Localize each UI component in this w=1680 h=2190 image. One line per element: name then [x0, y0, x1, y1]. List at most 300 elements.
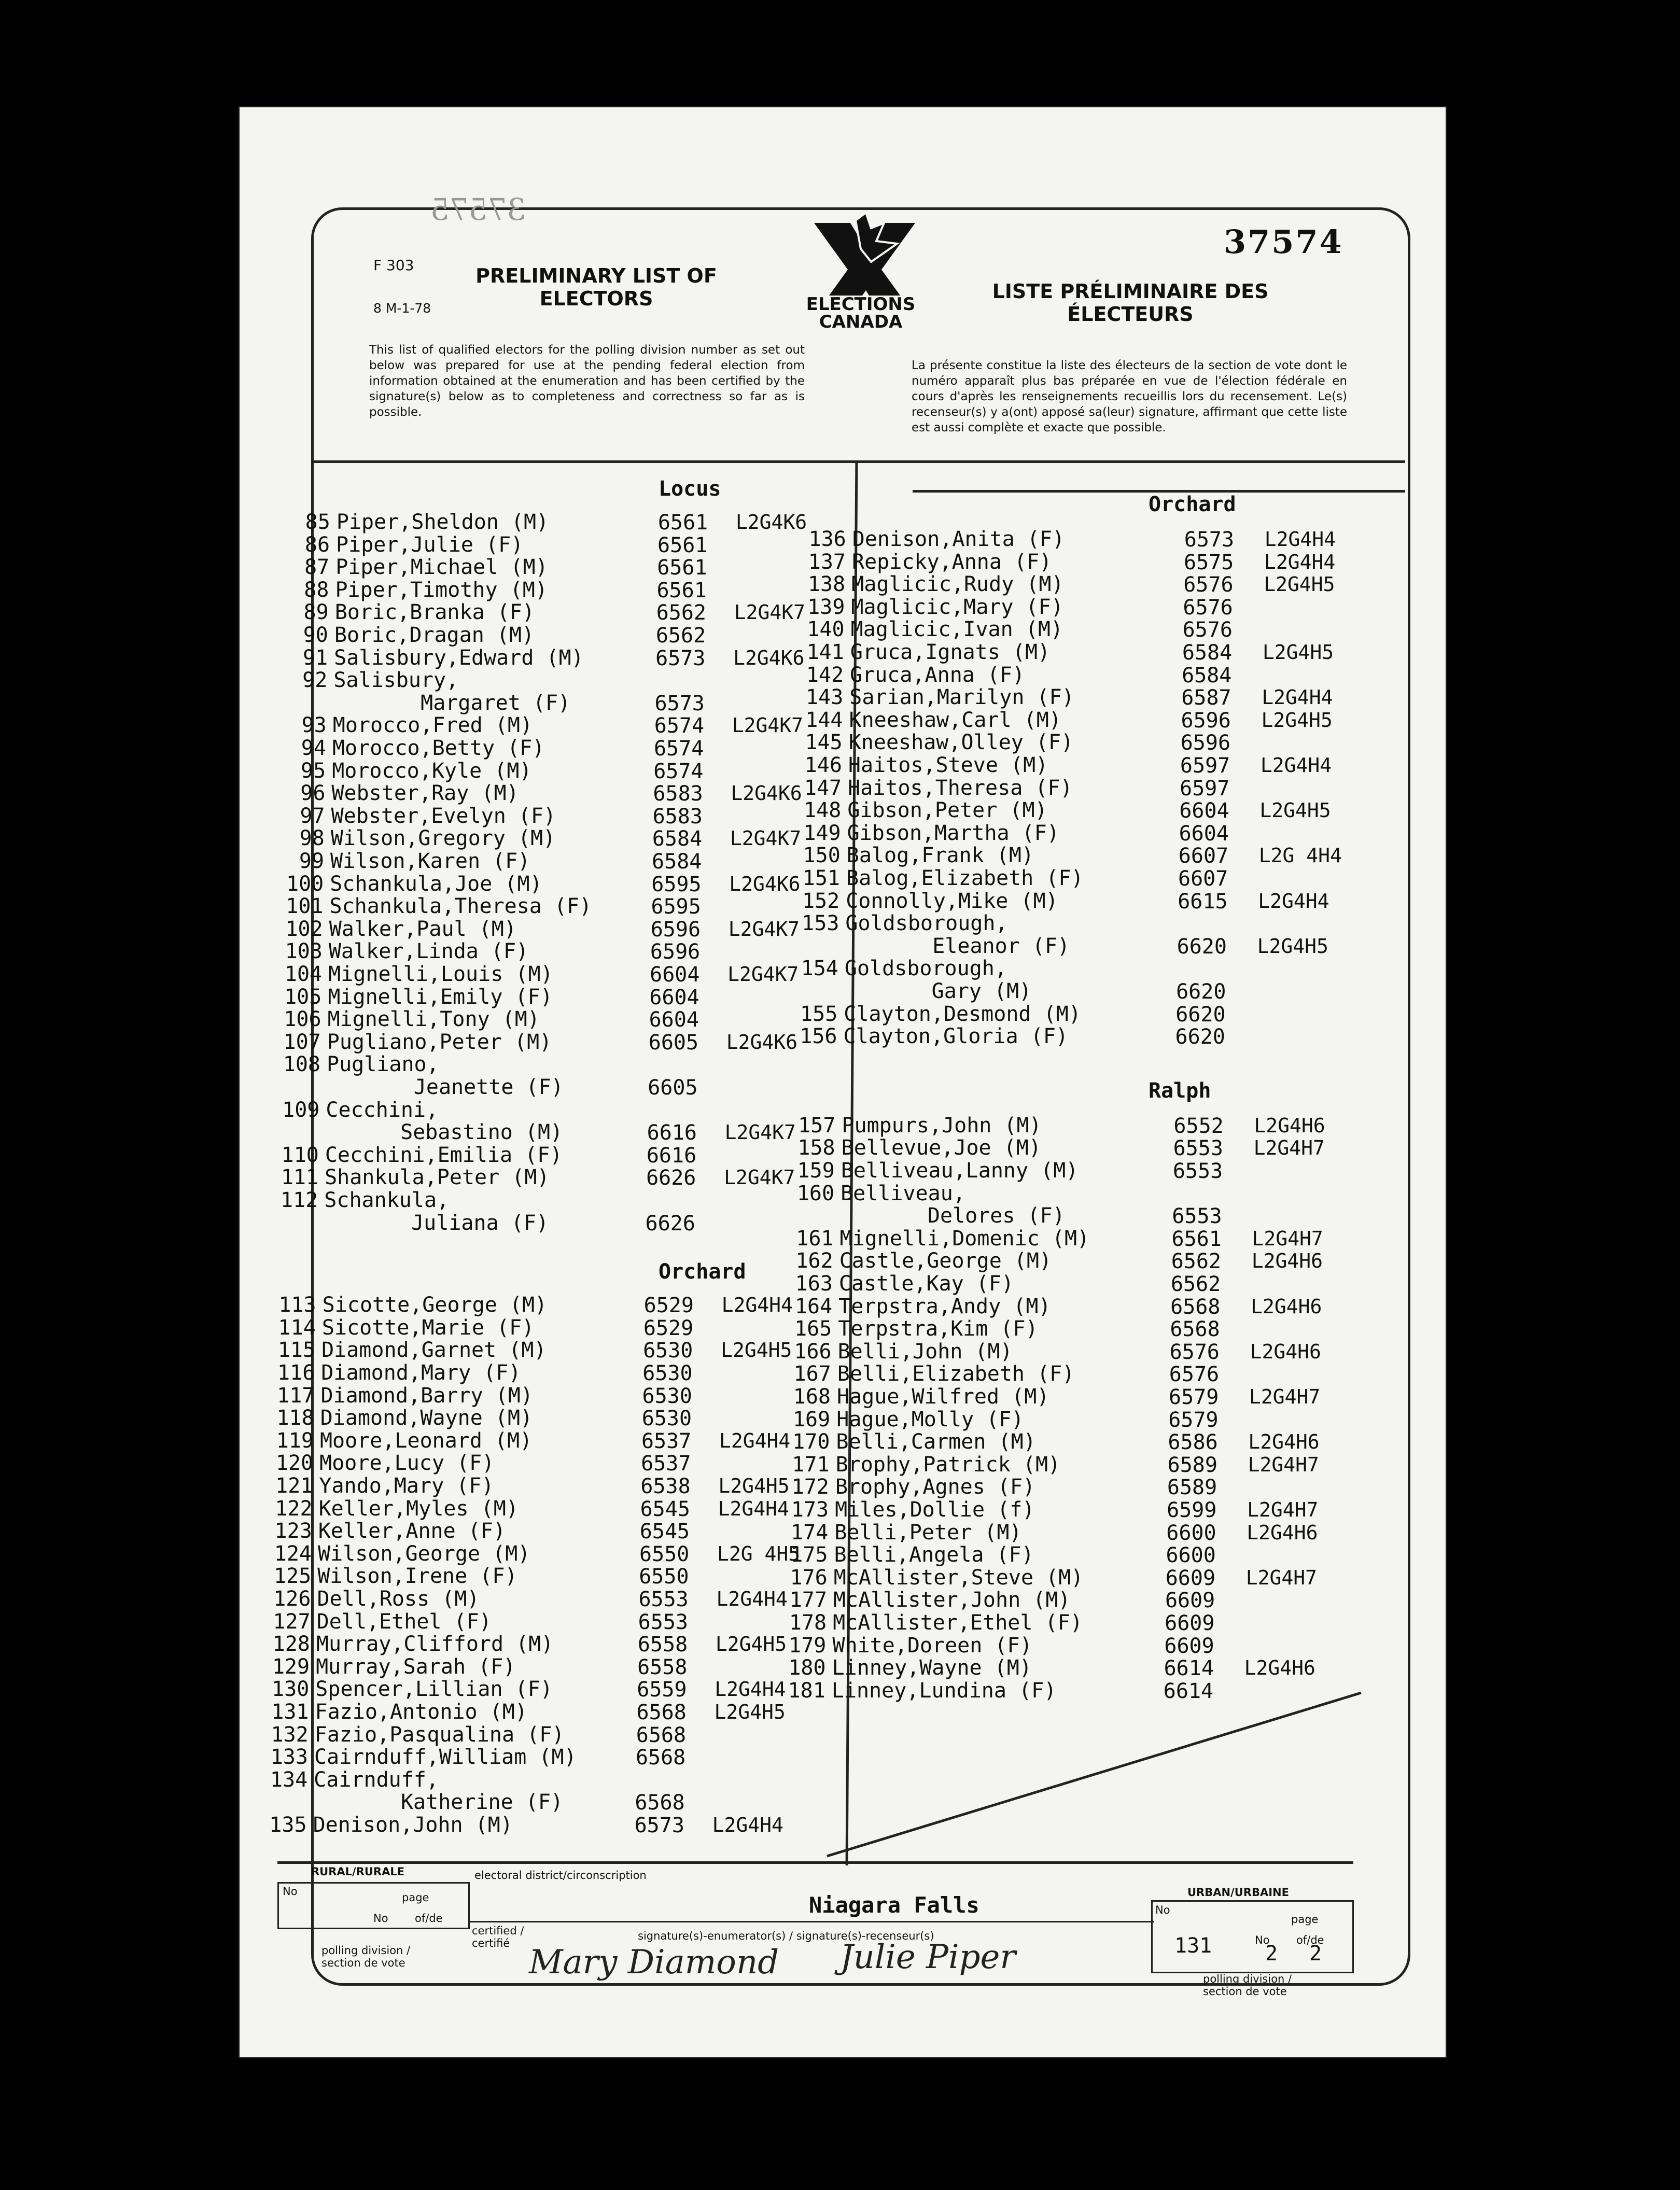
elector-address-number: 6579 — [1169, 1385, 1219, 1409]
elector-number: 108 — [283, 1052, 320, 1077]
elector-number: 164 — [794, 1294, 833, 1318]
elector-address-number: 6550 — [639, 1542, 690, 1566]
elector-address-number: 6568 — [1170, 1317, 1220, 1342]
elector-name: Moore,Leonard (M) — [319, 1428, 533, 1453]
elector-address-number: 6583 — [653, 782, 703, 806]
elector-name: Piper,Julie (F) — [336, 532, 524, 557]
elector-row — [802, 709, 1061, 732]
elector-row — [787, 1589, 1071, 1611]
elector-postal-code: L2G4H4 — [1264, 528, 1336, 551]
elector-number: 175 — [790, 1543, 828, 1567]
elector-number: 159 — [797, 1159, 835, 1183]
elector-number: 127 — [273, 1609, 311, 1634]
elector-address-number: 6575 — [1183, 550, 1234, 574]
urban-polling-number: 131 — [1174, 1934, 1212, 1958]
elector-name: Castle,George (M) — [839, 1249, 1052, 1273]
elector-row — [286, 737, 544, 760]
elector-address-number: 6537 — [641, 1452, 691, 1476]
elector-address-number: 6568 — [635, 1791, 685, 1815]
elector-name: Mignelli,Emily (F) — [328, 985, 553, 1009]
elector-row — [273, 1452, 494, 1475]
elector-row — [790, 1408, 1024, 1431]
elector-number: 160 — [796, 1181, 835, 1205]
elector-row — [283, 873, 542, 895]
elector-number: 167 — [793, 1362, 831, 1386]
street-heading: Ralph — [1149, 1078, 1211, 1103]
elector-address-number: 6574 — [653, 737, 704, 761]
elector-number: 146 — [804, 753, 842, 777]
elector-name: Gibson,Martha (F) — [847, 821, 1059, 845]
elector-postal-code: L2G4K6 — [733, 646, 805, 669]
elector-address-number: 6614 — [1163, 1679, 1214, 1703]
elector-number: 122 — [275, 1496, 313, 1521]
elector-number: 148 — [804, 798, 842, 823]
elector-row — [281, 1008, 540, 1031]
elector-number: 116 — [277, 1361, 315, 1385]
elector-row — [270, 1610, 492, 1633]
elector-number: 158 — [797, 1136, 835, 1160]
elector-address-number: 6604 — [1179, 821, 1229, 846]
elector-name: Balog,Frank (M) — [846, 844, 1034, 868]
elector-name: Spencer,Lillian (F) — [315, 1677, 553, 1702]
elector-row — [282, 963, 553, 986]
elector-number: 119 — [276, 1428, 314, 1453]
elector-row — [277, 1212, 549, 1234]
elector-address-number: 6553 — [638, 1588, 689, 1611]
elector-name: Murray,Sarah (F) — [316, 1654, 516, 1679]
elector-address-number: 6616 — [646, 1143, 697, 1168]
elector-number: 145 — [805, 731, 843, 755]
elector-name: Haitos,Steve (M) — [848, 753, 1048, 777]
elector-number: 92 — [302, 668, 328, 693]
elector-name: McAllister,Ethel (F) — [833, 1611, 1083, 1635]
elector-row — [289, 556, 548, 579]
elector-name: Schankula,Theresa (F) — [329, 894, 592, 919]
elector-postal-code: L2G4H6 — [1250, 1340, 1321, 1363]
elector-address-number: 6607 — [1178, 844, 1229, 868]
elector-name: Cairnduff,William (M) — [314, 1745, 577, 1770]
urban-label: URBAN/URBAINE — [1187, 1886, 1289, 1899]
footer-top-line — [277, 1861, 1353, 1864]
elector-postal-code: L2G4H5 — [718, 1475, 790, 1497]
elector-number: 154 — [801, 957, 838, 981]
elector-address-number: 6599 — [1167, 1498, 1217, 1522]
elector-postal-code: L2G4H7 — [1245, 1566, 1317, 1589]
elector-number: 131 — [271, 1700, 309, 1724]
elector-postal-code: L2G4H5 — [1264, 573, 1335, 596]
elector-number: 150 — [803, 844, 841, 868]
serial-number: 37574 — [1224, 223, 1343, 261]
elector-name: Brophy,Agnes (F) — [835, 1475, 1035, 1499]
elector-address-number: 6620 — [1176, 980, 1226, 1004]
elector-number: 163 — [795, 1272, 833, 1296]
elector-name: Delores (F) — [840, 1204, 1065, 1228]
elector-row — [786, 1634, 1032, 1657]
elector-row — [283, 895, 592, 918]
elector-row — [288, 579, 547, 601]
elector-name: Kneeshaw,Carl (M) — [849, 708, 1061, 732]
elector-name: Webster,Ray (M) — [331, 781, 519, 806]
elector-address-number: 6562 — [1170, 1272, 1221, 1296]
elector-row — [276, 1294, 547, 1316]
elector-number: 111 — [281, 1166, 319, 1190]
elector-postal-code: L2G4H5 — [721, 1339, 792, 1362]
elector-postal-code: L2G4H4 — [719, 1429, 791, 1452]
elector-postal-code: L2G4H7 — [1252, 1227, 1323, 1250]
elector-address-number: 6609 — [1165, 1566, 1216, 1590]
elector-address-number: 6596 — [1181, 708, 1231, 733]
urban-page-no-label: No — [1255, 1934, 1270, 1946]
elector-row — [799, 935, 1070, 958]
rural-page-no-label: No — [373, 1912, 388, 1925]
elector-number: 99 — [299, 849, 325, 873]
elector-address-number: 6576 — [1169, 1363, 1220, 1387]
elector-address-number: 6596 — [1180, 731, 1231, 755]
elector-name: Maglicic,Rudy (M) — [851, 572, 1064, 597]
elector-address-number: 6576 — [1183, 573, 1234, 597]
elector-number: 90 — [303, 623, 328, 647]
elector-number: 176 — [790, 1565, 828, 1590]
elector-address-number: 6545 — [639, 1520, 690, 1544]
elector-row — [287, 692, 571, 714]
elector-name: Maglicic,Mary (F) — [851, 595, 1063, 619]
elector-number: 181 — [788, 1678, 825, 1703]
elector-address-number: 6596 — [650, 940, 701, 964]
elector-address-number: 6587 — [1181, 686, 1231, 710]
elector-number: 89 — [303, 600, 329, 625]
elector-number: 105 — [284, 985, 322, 1009]
elector-row — [800, 867, 1084, 890]
rural-page-label: page — [402, 1891, 429, 1904]
elector-name: Cecchini,Emilia (F) — [325, 1143, 563, 1167]
elector-address-number: 6595 — [651, 895, 701, 919]
elector-row — [285, 805, 556, 827]
elector-number: 117 — [277, 1383, 315, 1408]
elector-name: Belliveau, — [841, 1181, 965, 1205]
elector-address-number: 6573 — [634, 1814, 684, 1837]
elector-postal-code: L2G4K7 — [730, 827, 802, 850]
elector-address-number: 6550 — [639, 1565, 689, 1589]
elector-address-number: 6561 — [1171, 1227, 1222, 1251]
elector-postal-code: L2G4K7 — [724, 1166, 795, 1189]
elector-postal-code: L2G4K7 — [734, 601, 805, 624]
elector-address-number: 6609 — [1165, 1589, 1215, 1613]
serial-ghost: 37575 — [430, 192, 526, 227]
elector-address-number: 6559 — [637, 1678, 687, 1702]
elector-number: 106 — [284, 1007, 321, 1032]
elector-row — [797, 1025, 1068, 1048]
elector-number: 114 — [278, 1315, 316, 1340]
elector-name: Denison,John (M) — [313, 1813, 513, 1837]
elector-address-number: 6561 — [657, 533, 708, 557]
elector-address-number: 6605 — [648, 1076, 698, 1100]
elector-name: McAllister,Steve (M) — [833, 1565, 1084, 1590]
elector-name: Kneeshaw,Olley (F) — [848, 731, 1074, 755]
elector-row — [795, 1114, 1041, 1137]
elector-address-number: 6584 — [1182, 663, 1232, 687]
elector-address-number: 6584 — [652, 850, 702, 874]
elector-row — [792, 1272, 1014, 1295]
elector-name: Diamond,Barry (M) — [320, 1383, 533, 1408]
elector-row — [792, 1295, 1051, 1318]
elector-postal-code: L2G4K7 — [727, 963, 799, 986]
elector-name: McAllister,John (M) — [833, 1588, 1071, 1612]
elector-row — [274, 1384, 533, 1407]
urban-page-number: 2 — [1265, 1942, 1278, 1966]
elector-row — [798, 957, 1007, 980]
signature-enumerator-2: Julie Piper — [840, 1938, 1016, 1976]
elector-row — [803, 686, 1074, 709]
elector-row — [271, 1565, 517, 1588]
elector-name: Belli,Carmen (M) — [836, 1430, 1036, 1454]
elector-address-number: 6562 — [656, 601, 707, 625]
elector-row — [285, 782, 519, 805]
elector-address-number: 6589 — [1167, 1476, 1217, 1500]
elector-address-number: 6589 — [1167, 1453, 1217, 1477]
elector-row — [789, 1453, 1060, 1476]
elector-number: 157 — [798, 1113, 836, 1138]
elector-postal-code: L2G4H5 — [1257, 934, 1328, 958]
elector-row — [788, 1521, 1021, 1544]
elector-address-number: 6568 — [636, 1723, 687, 1747]
elector-number: 93 — [301, 713, 327, 738]
elector-address-number: 6562 — [655, 624, 706, 648]
elector-row — [278, 1166, 549, 1189]
elector-name: Wilson,George (M) — [318, 1541, 530, 1566]
elector-name: Pugliano, — [326, 1052, 439, 1077]
elector-row — [272, 1475, 494, 1497]
elector-postal-code: L2G4K6 — [735, 511, 807, 534]
elector-postal-code: L2G4H4 — [1258, 889, 1329, 912]
form-number: F 303 — [373, 257, 414, 274]
elector-row — [267, 1791, 563, 1814]
elector-number: 144 — [805, 708, 843, 732]
elector-number: 128 — [272, 1632, 310, 1656]
elector-name: Morocco,Kyle (M) — [332, 759, 532, 783]
elector-number: 143 — [806, 685, 844, 710]
street-heading: Orchard — [1149, 493, 1236, 516]
elector-number: 153 — [802, 911, 839, 936]
elector-number: 137 — [808, 550, 846, 574]
elector-row — [271, 1542, 530, 1565]
elector-address-number: 6597 — [1180, 754, 1230, 778]
elector-number: 113 — [278, 1293, 316, 1317]
elector-address-number: 6568 — [635, 1746, 686, 1770]
elector-row — [786, 1656, 1032, 1679]
elector-address-number: 6537 — [641, 1429, 692, 1453]
closing-line — [822, 1685, 1366, 1861]
elector-number: 156 — [800, 1024, 837, 1049]
elector-row — [799, 890, 1058, 912]
urban-total-pages: 2 — [1309, 1942, 1322, 1966]
elector-row — [804, 618, 1063, 641]
elector-address-number: 6558 — [637, 1655, 688, 1679]
elector-name: Miles,Dollie (f) — [835, 1498, 1035, 1522]
elector-address-number: 6616 — [647, 1121, 697, 1145]
elector-name: Terpstra,Kim (F) — [838, 1317, 1038, 1341]
elector-row — [269, 1655, 515, 1678]
elector-name: Goldsborough, — [845, 911, 1008, 936]
elector-row — [268, 1723, 565, 1746]
elector-number: 94 — [301, 736, 326, 760]
elector-row — [804, 596, 1063, 619]
elector-address-number: 6604 — [649, 985, 699, 1009]
elector-name: Haitos,Theresa (F) — [848, 776, 1073, 800]
elector-row — [290, 511, 549, 534]
elector-number: 173 — [791, 1498, 829, 1522]
elector-name: Salisbury,Edward (M) — [334, 645, 584, 670]
elector-address-number: 6561 — [657, 556, 707, 580]
elector-number: 123 — [274, 1519, 312, 1543]
elector-row — [279, 1099, 438, 1121]
elector-address-number: 6620 — [1177, 934, 1227, 959]
elector-postal-code: L2G4H4 — [715, 1678, 786, 1701]
elector-number: 172 — [791, 1475, 829, 1499]
elector-postal-code: L2G4H4 — [1262, 686, 1333, 709]
description-english: This list of qualified electors for the polling division number as set out below was prepared for use at the pending federal election from information obtained at the enumeration and has been certified by the signature(s) below as to completeness and correctness so far as is possible. — [369, 343, 805, 419]
elector-address-number: 6529 — [643, 1294, 694, 1318]
elector-address-number: 6620 — [1175, 1002, 1226, 1027]
elector-number: 134 — [270, 1767, 308, 1792]
elector-row — [793, 1204, 1065, 1227]
elector-name: Diamond,Mary (F) — [321, 1361, 521, 1385]
elector-row — [279, 1076, 564, 1099]
elector-address-number: 6561 — [656, 578, 707, 602]
elector-address-number: 6530 — [642, 1361, 693, 1385]
elector-postal-code: L2G4H6 — [1248, 1430, 1320, 1454]
elector-address-number: 6626 — [646, 1166, 696, 1190]
elector-row — [268, 1746, 577, 1768]
elector-name: Mignelli,Domenic (M) — [839, 1226, 1090, 1251]
elector-name: Wilson,Gregory (M) — [330, 826, 556, 851]
elector-name: Dell,Ethel (F) — [316, 1609, 492, 1634]
elector-address-number: 6530 — [641, 1407, 692, 1431]
urban-page-label: page — [1291, 1913, 1319, 1926]
elector-address-number: 6576 — [1183, 595, 1233, 620]
elector-address-number: 6604 — [649, 1008, 699, 1032]
elector-postal-code: L2G4H5 — [715, 1633, 787, 1656]
elector-number: 147 — [804, 776, 842, 800]
elector-number: 100 — [286, 872, 324, 896]
certified-label: certified / certifié — [472, 1925, 524, 1949]
elector-postal-code: L2G4H6 — [1251, 1250, 1323, 1273]
elector-address-number: 6576 — [1169, 1340, 1220, 1364]
elector-row — [283, 918, 516, 940]
elector-name: Sarian,Marilyn (F) — [849, 685, 1074, 710]
urban-of-label: of/de — [1296, 1934, 1324, 1946]
elector-name: Boric,Dragan (M) — [334, 623, 535, 647]
elector-address-number: 6538 — [640, 1475, 691, 1498]
elector-row — [275, 1316, 534, 1339]
elector-row — [787, 1566, 1084, 1589]
district-underline — [469, 1921, 1154, 1922]
elector-number: 139 — [807, 595, 845, 619]
elector-row — [274, 1407, 533, 1429]
elector-name: Maglicic,Ivan (M) — [850, 617, 1063, 642]
elector-row — [793, 1227, 1089, 1250]
elector-postal-code: L2G4H7 — [1247, 1498, 1319, 1521]
elector-name: Belli,John (M) — [837, 1339, 1013, 1364]
elector-row — [801, 822, 1059, 845]
elector-address-number: 6584 — [1182, 641, 1233, 665]
elector-number: 133 — [270, 1745, 308, 1770]
elector-postal-code: L2G4H6 — [1244, 1656, 1315, 1680]
elector-row — [793, 1250, 1052, 1272]
elector-row — [267, 1768, 439, 1791]
elector-number: 121 — [275, 1474, 313, 1498]
elector-postal-code: L2G4H4 — [718, 1497, 789, 1520]
elector-address-number: 6597 — [1180, 776, 1230, 801]
elector-name: Connolly,Mike (M) — [846, 889, 1058, 913]
rural-no-label: No — [283, 1885, 298, 1898]
elector-number: 135 — [269, 1813, 307, 1837]
elector-number: 109 — [282, 1098, 320, 1122]
elector-row — [279, 1121, 563, 1144]
elector-name: Morocco,Fred (M) — [332, 713, 533, 738]
elector-number: 96 — [300, 781, 326, 806]
elector-address-number: 6573 — [1184, 528, 1235, 552]
elector-row — [789, 1430, 1035, 1453]
elector-row — [287, 669, 458, 692]
title-english: PRELIMINARY LIST OF ELECTORS — [475, 264, 717, 310]
elector-row — [272, 1520, 506, 1542]
elector-name: White,Doreen (F) — [832, 1633, 1032, 1658]
elector-name: Schankula,Joe (M) — [330, 872, 542, 896]
elector-number: 85 — [305, 510, 330, 534]
elector-address-number: 6583 — [652, 804, 703, 829]
elector-address-number: 6605 — [648, 1030, 699, 1055]
elector-number: 110 — [281, 1143, 319, 1167]
elector-postal-code: L2G4H5 — [714, 1701, 786, 1723]
elector-row — [803, 664, 1025, 686]
elector-number: 125 — [273, 1564, 312, 1589]
elector-row — [800, 844, 1034, 867]
elector-number: 104 — [284, 962, 323, 986]
elector-name: Wilson,Irene (F) — [317, 1564, 517, 1589]
elector-name: Belli,Elizabeth (F) — [837, 1362, 1075, 1386]
elector-row — [791, 1317, 1038, 1340]
elector-row — [284, 850, 530, 873]
elector-postal-code: L2G4K7 — [732, 714, 804, 737]
elector-row — [791, 1340, 1013, 1363]
elector-row — [802, 754, 1048, 777]
logo-text: ELECTIONS CANADA — [796, 296, 926, 331]
elector-row — [804, 641, 1050, 664]
elector-postal-code: L2G4H6 — [1254, 1114, 1325, 1137]
title-french: LISTE PRÉLIMINAIRE DES ÉLECTEURS — [992, 280, 1269, 326]
elector-address-number: 6553 — [638, 1610, 688, 1634]
elector-postal-code: L2G4H4 — [716, 1588, 788, 1610]
elector-address-number: 6553 — [1172, 1159, 1223, 1183]
elector-number: 129 — [272, 1654, 310, 1679]
elector-row — [281, 1031, 552, 1054]
elector-name: Juliana (F) — [324, 1211, 549, 1235]
elector-name: Moore,Lucy (F) — [319, 1451, 495, 1476]
elector-postal-code: L2G4H7 — [1248, 1453, 1319, 1476]
elector-address-number: 6574 — [653, 759, 704, 783]
elector-address-number: 6562 — [1171, 1250, 1222, 1274]
elector-name: Piper,Timothy (M) — [335, 578, 548, 602]
elector-address-number: 6615 — [1178, 889, 1228, 914]
elector-address-number: 6609 — [1165, 1611, 1215, 1635]
elector-row — [801, 799, 1047, 822]
elector-number: 168 — [793, 1385, 831, 1409]
elector-address-number: 6626 — [645, 1211, 695, 1236]
elector-address-number: 6604 — [1179, 799, 1229, 823]
elector-number: 120 — [275, 1451, 314, 1476]
elector-row — [275, 1339, 546, 1361]
elector-number: 124 — [274, 1541, 312, 1566]
